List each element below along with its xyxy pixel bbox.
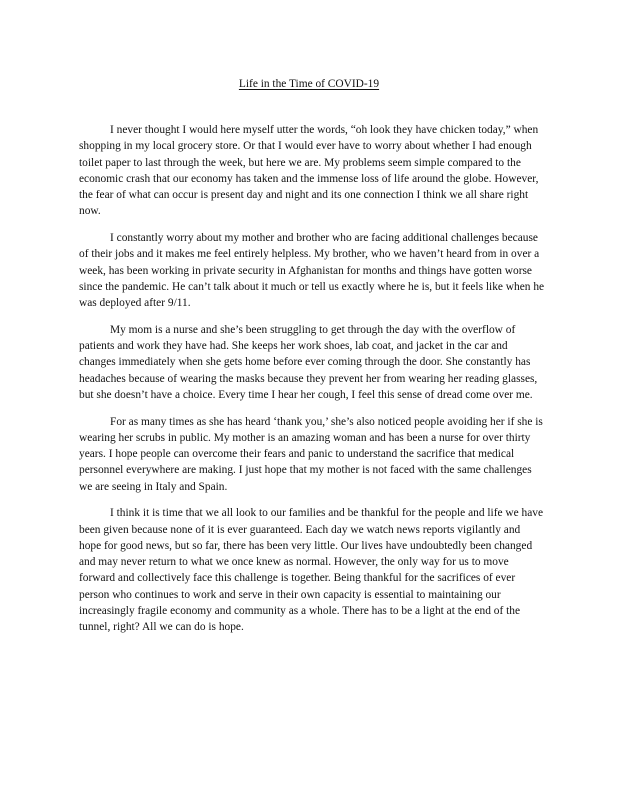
document-body [79,122,545,646]
paragraph: I think it is time that we all look to our families and be thankful for the people and life we have been given because none of it is ever guaranteed. Each day we watch news reports vigilantly and hope for good news, but so far, there has been very little. Our lives have undoubtedly been changed and may never return to what we once knew as normal. However, the only way for us to move forward and collectively face this challenge is together. Being thankful for the sacrifices of ever person who continues to work and serve in their own capacity is essential to maintaining our increasingly fragile economy and community as a whole. There has to be a light at the end of the tunnel, right? All we can do is hope. [79,507,544,633]
paragraph: I constantly worry about my mother and brother who are facing additional challenges because of their jobs and it makes me feel entirely helpless. My brother, who we haven’t heard from in over a week, has been working in private security in Afghanistan for months and things have gotten worse since the pandemic. He can’t talk about it much or tell us exactly where he is, but it feels like when he was deployed after 9/11. [79,232,545,309]
paragraph: My mom is a nurse and she’s been struggling to get through the day with the overflow of patients and work they have had. She keeps her work shoes, lab coat, and jacket in the car and changes immediately when she gets home before ever coming through the door. She constantly has headaches because of wearing the masks because they prevent her from wearing her reading glasses, but she doesn’t have a choice. Every time I hear her cough, I feel this sense of dread come over me. [79,323,538,401]
document-title: Life in the Time of COVID-19 [238,78,380,90]
paragraph: For as many times as she has heard ‘thank you,’ she’s also noticed people avoiding her if she is wearing her scrubs in public. My mother is an amazing woman and has been a nurse for over thirty years. I hope people can overcome their fears and panic to understand the sacrifice that medical personnel everywhere are making. I just hope that my mother is not faced with the same challenges we are seeing in Italy and Spain. [79,415,543,493]
paragraph: I never thought I would here myself utter the words, “oh look they have chicken today,” when shopping in my local grocery store. Or that I would ever have to worry about whether I had enough toilet paper to last through the week, but here we are. My problems seem simple compared to the economic crash that our economy has taken and the immense loss of life around the globe. However, the fear of what can occur is present day and night and its one connection I think we all share right now. [79,124,539,218]
